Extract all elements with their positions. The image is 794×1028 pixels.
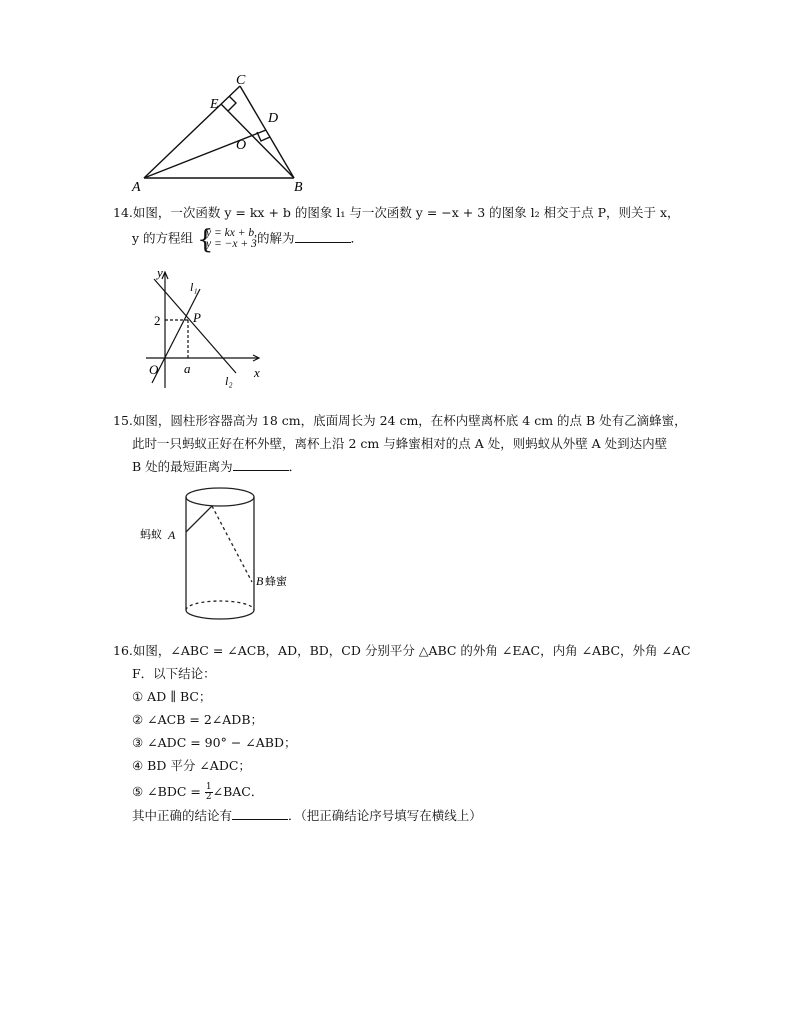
equation-2: y = −x + 3 <box>206 238 257 250</box>
q16-item-3-text: ③ ∠ADC = 90° − ∠ABD； <box>132 735 297 750</box>
label-l1: l₁ <box>190 280 198 294</box>
q14-suffix: 的解为 <box>257 230 295 246</box>
ant-path-outer <box>186 506 212 532</box>
label-two: 2 <box>154 313 161 328</box>
label-y: y <box>157 265 163 280</box>
fraction-one-half <box>205 783 213 802</box>
q14-line2 <box>132 225 364 255</box>
q14-prefix: y 的方程组 <box>132 230 194 246</box>
label-p: P <box>193 310 201 325</box>
label-c: C <box>236 73 246 88</box>
q15-text-3: B 处的最短距离为 <box>132 459 233 474</box>
q16-number: 16. <box>113 643 133 658</box>
label-x: x <box>254 365 260 380</box>
q16-item-4-text: ④ BD 平分 ∠ADC； <box>132 758 251 773</box>
q15-line3 <box>132 459 301 475</box>
q14-text: 如图，一次函数 y = kx + b 的图象 l₁ 与一次函数 y = −x + 3 的图象 l₂ 相交于点 P，则关于 x， <box>132 205 680 220</box>
fraction-numerator: 1 <box>205 782 212 792</box>
cylinder-bottom-front <box>186 610 254 619</box>
label-ant: 蚂蚁 <box>140 529 162 541</box>
label-l2: l₂ <box>225 374 233 388</box>
label-a: A <box>132 180 141 195</box>
right-angle-e <box>228 96 236 111</box>
q14-end: ． <box>350 230 364 246</box>
q16-item-5 <box>132 783 263 802</box>
q16-line1 <box>113 643 691 659</box>
q16-line2 <box>132 666 216 682</box>
label-a: A <box>168 528 176 542</box>
label-o: O <box>236 138 247 153</box>
q16-item-1 <box>132 689 211 705</box>
label-origin: O <box>149 362 159 377</box>
q15-line1 <box>113 413 687 429</box>
fraction-denominator: 2 <box>205 792 212 802</box>
line-l1 <box>152 289 200 383</box>
equation-1: y = kx + b, <box>206 227 257 239</box>
q15-answer-blank[interactable] <box>233 459 289 471</box>
label-d: D <box>268 111 279 126</box>
q16-item-2-text: ② ∠ACB = 2∠ADB； <box>132 712 264 727</box>
triangle-figure <box>128 70 318 195</box>
label-b: B <box>256 574 264 588</box>
q15-text-2: 此时一只蚂蚁正好在杯外壁，离杯上沿 2 cm 与蜂蜜相对的点 A 处，则蚂蚁从外壁 A 处到达内壁 <box>132 436 668 451</box>
q14-number: 14. <box>113 205 133 220</box>
segment-ad <box>144 130 266 178</box>
label-honey: 蜂蜜 <box>265 576 287 588</box>
q16-text-1: 如图，∠ABC = ∠ACB，AD，BD，CD 分别平分 △ABC 的外角 ∠EAC，内角 ∠ABC，外角 ∠AC <box>132 643 691 658</box>
line-graph-figure <box>140 265 270 393</box>
q16-item-5-prefix: ⑤ ∠BDC = <box>132 784 201 799</box>
q14-line1 <box>113 205 680 221</box>
cylinder-bottom-back <box>186 601 254 610</box>
cylinder-top <box>186 488 254 506</box>
q16-item-5-suffix: ∠BAC． <box>212 784 264 799</box>
q16-answer-blank[interactable] <box>232 808 288 820</box>
q15-number: 15. <box>113 413 133 428</box>
q15-line2 <box>132 436 667 452</box>
q15-end: ． <box>288 459 302 474</box>
q16-text-2: F．以下结论： <box>132 666 216 681</box>
ant-path-inner <box>212 506 252 582</box>
side-ac <box>144 86 240 178</box>
q16-item-3 <box>132 735 296 751</box>
label-a: a <box>184 361 191 376</box>
equation-system <box>197 225 257 255</box>
cylinder-figure <box>140 480 310 628</box>
q16-conclusion-prefix: 其中正确的结论有 <box>132 808 233 823</box>
q16-item-1-text: ① AD ∥ BC； <box>132 689 212 704</box>
q16-conclusion <box>132 808 482 824</box>
brace-icon: { <box>197 225 214 255</box>
q16-conclusion-suffix: ．（把正确结论序号填写在横线上） <box>288 808 482 823</box>
q14-answer-blank[interactable] <box>295 231 351 243</box>
q16-item-4 <box>132 758 251 774</box>
q16-item-2 <box>132 712 263 728</box>
label-e: E <box>210 97 219 112</box>
label-b: B <box>294 180 303 195</box>
q15-text-1: 如图，圆柱形容器高为 18 cm，底面周长为 24 cm，在杯内壁离杯底 4 cm 的点 B 处有乙滴蜂蜜， <box>132 413 687 428</box>
